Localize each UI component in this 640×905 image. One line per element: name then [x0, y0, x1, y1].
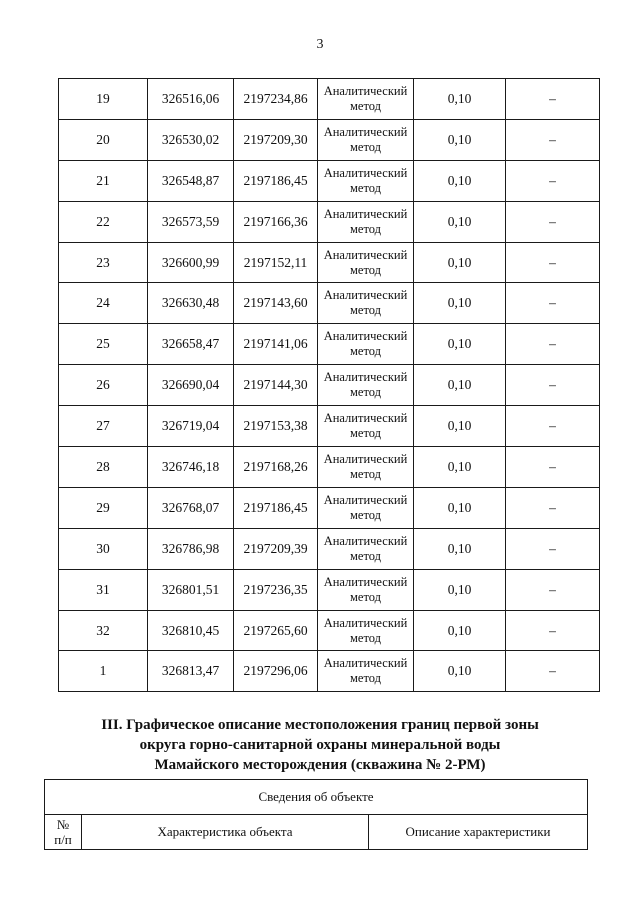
note: – [506, 365, 600, 406]
method-text: Аналитический [323, 656, 408, 671]
table-row [59, 569, 600, 610]
point-number: 28 [59, 447, 148, 488]
coordinate-y: 2197186,45 [234, 160, 318, 201]
coordinate-y: 2197236,35 [234, 569, 318, 610]
determination-method [318, 528, 414, 569]
info-table-header: Сведения об объекте [45, 780, 588, 815]
object-info-table [44, 779, 588, 850]
coordinate-y: 2197141,06 [234, 324, 318, 365]
accuracy: 0,10 [414, 79, 506, 120]
method-text: метод [349, 507, 381, 522]
point-number: 24 [59, 283, 148, 324]
column-description-header: Описание характеристики [369, 815, 588, 850]
point-number: 25 [59, 324, 148, 365]
coordinate-x: 326746,18 [148, 447, 234, 488]
note: – [506, 487, 600, 528]
method-text: Аналитический [323, 124, 408, 139]
determination-method [318, 119, 414, 160]
method-text: Аналитический [323, 533, 408, 548]
coordinate-y: 2197296,06 [234, 651, 318, 692]
point-number: 19 [59, 79, 148, 120]
section-title [40, 715, 600, 775]
method-text: метод [349, 466, 381, 481]
table-row [59, 447, 600, 488]
accuracy: 0,10 [414, 160, 506, 201]
note: – [506, 610, 600, 651]
accuracy: 0,10 [414, 528, 506, 569]
method-text: метод [349, 548, 381, 563]
page-number: 3 [316, 37, 324, 52]
point-number: 30 [59, 528, 148, 569]
determination-method [318, 365, 414, 406]
method-text: метод [349, 589, 381, 604]
coordinate-x: 326573,59 [148, 201, 234, 242]
coordinate-y: 2197143,60 [234, 283, 318, 324]
note: – [506, 160, 600, 201]
table-row [59, 406, 600, 447]
determination-method [318, 406, 414, 447]
coordinate-x: 326548,87 [148, 160, 234, 201]
point-number: 26 [59, 365, 148, 406]
accuracy: 0,10 [414, 447, 506, 488]
table-row [59, 528, 600, 569]
method-text: Аналитический [323, 492, 408, 507]
note: – [506, 651, 600, 692]
method-text: метод [349, 262, 381, 277]
coordinate-y: 2197265,60 [234, 610, 318, 651]
note: – [506, 79, 600, 120]
point-number: 21 [59, 160, 148, 201]
method-text: Аналитический [323, 370, 408, 385]
coordinate-y: 2197144,30 [234, 365, 318, 406]
accuracy: 0,10 [414, 610, 506, 651]
note: – [506, 569, 600, 610]
method-text: метод [349, 671, 381, 686]
coordinate-x: 326630,48 [148, 283, 234, 324]
accuracy: 0,10 [414, 242, 506, 283]
accuracy: 0,10 [414, 569, 506, 610]
point-number: 31 [59, 569, 148, 610]
determination-method [318, 242, 414, 283]
note: – [506, 201, 600, 242]
coordinate-y: 2197152,11 [234, 242, 318, 283]
point-number: 23 [59, 242, 148, 283]
determination-method [318, 283, 414, 324]
method-text: Аналитический [323, 411, 408, 426]
table-row [59, 651, 600, 692]
determination-method [318, 324, 414, 365]
point-number: 32 [59, 610, 148, 651]
coordinate-y: 2197234,86 [234, 79, 318, 120]
column-characteristic-header: Характеристика объекта [82, 815, 369, 850]
table-row [59, 242, 600, 283]
accuracy: 0,10 [414, 324, 506, 365]
method-text: Аналитический [323, 83, 408, 98]
method-text: Аналитический [323, 615, 408, 630]
coordinate-y: 2197209,30 [234, 119, 318, 160]
coordinate-x: 326530,02 [148, 119, 234, 160]
note: – [506, 242, 600, 283]
method-text: метод [349, 630, 381, 645]
table-row [59, 201, 600, 242]
table-row [59, 365, 600, 406]
accuracy: 0,10 [414, 119, 506, 160]
table-row [59, 487, 600, 528]
table-row [59, 610, 600, 651]
accuracy: 0,10 [414, 406, 506, 447]
determination-method [318, 447, 414, 488]
note: – [506, 528, 600, 569]
coordinate-x: 326690,04 [148, 365, 234, 406]
note: – [506, 119, 600, 160]
determination-method [318, 79, 414, 120]
note: – [506, 406, 600, 447]
accuracy: 0,10 [414, 201, 506, 242]
determination-method [318, 487, 414, 528]
coordinates-table [58, 78, 600, 692]
coordinate-x: 326516,06 [148, 79, 234, 120]
accuracy: 0,10 [414, 651, 506, 692]
table-row [59, 160, 600, 201]
column-number-label: № [56, 817, 70, 832]
note: – [506, 324, 600, 365]
method-text: метод [349, 426, 381, 441]
point-number: 22 [59, 201, 148, 242]
method-text: Аналитический [323, 288, 408, 303]
table-row [59, 119, 600, 160]
method-text: метод [349, 303, 381, 318]
column-number-label: п/п [54, 832, 72, 847]
method-text: метод [349, 221, 381, 236]
coordinate-x: 326813,47 [148, 651, 234, 692]
note: – [506, 447, 600, 488]
coordinate-x: 326801,51 [148, 569, 234, 610]
point-number: 27 [59, 406, 148, 447]
method-text: Аналитический [323, 165, 408, 180]
determination-method [318, 201, 414, 242]
method-text: Аналитический [323, 574, 408, 589]
method-text: метод [349, 385, 381, 400]
coordinate-y: 2197166,36 [234, 201, 318, 242]
note: – [506, 283, 600, 324]
coordinate-x: 326786,98 [148, 528, 234, 569]
coordinate-x: 326719,04 [148, 406, 234, 447]
section-title-line: III. Графическое описание местоположения границ первой зоны [101, 717, 539, 733]
table-row [59, 324, 600, 365]
method-text: Аналитический [323, 247, 408, 262]
method-text: метод [349, 180, 381, 195]
accuracy: 0,10 [414, 487, 506, 528]
coordinate-x: 326658,47 [148, 324, 234, 365]
determination-method [318, 651, 414, 692]
method-text: Аналитический [323, 329, 408, 344]
section-title-line: округа горно-санитарной охраны минеральной воды [139, 737, 501, 753]
point-number: 1 [59, 651, 148, 692]
point-number: 29 [59, 487, 148, 528]
method-text: Аналитический [323, 206, 408, 221]
accuracy: 0,10 [414, 365, 506, 406]
method-text: метод [349, 98, 381, 113]
determination-method [318, 569, 414, 610]
coordinate-x: 326600,99 [148, 242, 234, 283]
coordinate-y: 2197209,39 [234, 528, 318, 569]
determination-method [318, 160, 414, 201]
coordinate-x: 326810,45 [148, 610, 234, 651]
coordinate-x: 326768,07 [148, 487, 234, 528]
info-table-header-row [45, 780, 588, 815]
coordinate-y: 2197153,38 [234, 406, 318, 447]
column-number-header [45, 815, 82, 850]
section-title-line: Мамайского месторождения (скважина № 2-РМ) [154, 757, 486, 773]
table-row [59, 283, 600, 324]
table-row [59, 79, 600, 120]
determination-method [318, 610, 414, 651]
info-table-columns-row [45, 815, 588, 850]
coordinate-y: 2197186,45 [234, 487, 318, 528]
method-text: Аналитический [323, 451, 408, 466]
method-text: метод [349, 344, 381, 359]
method-text: метод [349, 139, 381, 154]
accuracy: 0,10 [414, 283, 506, 324]
coordinate-y: 2197168,26 [234, 447, 318, 488]
point-number: 20 [59, 119, 148, 160]
